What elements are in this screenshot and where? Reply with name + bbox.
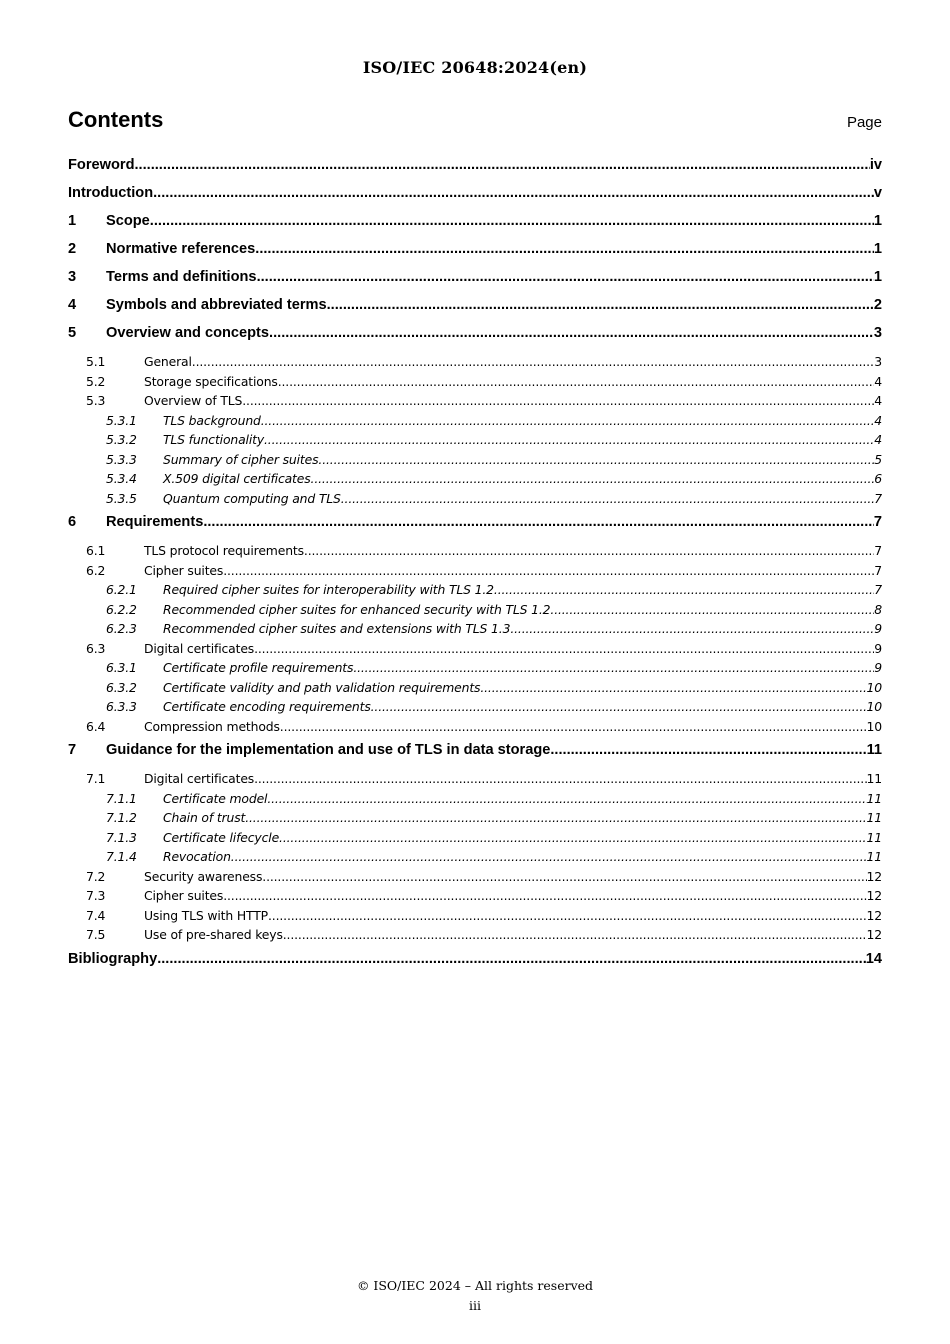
toc-entry-number: 1 [68,213,77,229]
dot-leader [264,430,874,450]
toc-entry-page: 4 [874,432,882,447]
dot-leader [510,619,874,639]
dot-leader [550,600,874,620]
toc-entry-page: 14 [865,950,882,967]
dot-leader [262,867,866,887]
toc-entry-title: TLS functionality [163,432,265,447]
toc-entry[interactable] [68,319,882,347]
toc-entry[interactable] [68,391,882,411]
toc-entry[interactable] [68,658,882,678]
toc-entry-title: TLS background [163,412,261,428]
toc-entry-number: 7.1 [86,771,106,786]
toc-entry-page: 10 [866,718,882,734]
toc-entry[interactable] [68,235,882,263]
toc-entry-title: Certificate lifecycle [163,829,280,845]
dot-leader [257,263,874,291]
toc-entry-number: 6.2.1 [106,582,137,597]
toc-entry[interactable] [68,179,882,207]
toc-entry-page: 11 [866,829,882,845]
toc-entry-page: 6 [874,471,882,486]
toc-entry-title: Digital certificates [144,640,255,656]
toc-entry-number: 7.5 [86,927,106,942]
toc-entry-number: 7 [68,742,77,758]
dot-leader [327,291,874,319]
toc-entry-page: 7 [874,582,882,597]
toc-entry-title: Certificate profile requirements [163,660,354,675]
toc-entry[interactable] [68,736,882,764]
toc-entry-page: 10 [866,699,882,714]
toc-entry-title: Certificate model [163,790,268,806]
toc-entry[interactable] [68,561,882,581]
dot-leader [371,697,867,717]
toc-entry[interactable] [68,717,882,737]
toc-entry[interactable] [68,580,882,600]
toc-entry-page: 1 [873,269,882,285]
toc-entry-number: 6.3.1 [106,660,137,675]
toc-entry-title: X.509 digital certificates [163,471,311,486]
toc-entry-page: 11 [866,742,882,758]
dot-leader [255,235,874,263]
toc-entry-number: 4 [68,297,77,313]
dot-leader [550,736,866,764]
toc-entry-number: 7.1.4 [106,849,137,864]
toc-entry-title: TLS protocol requirements [144,543,304,558]
toc-entry-page: 7 [873,514,882,530]
toc-entry[interactable] [68,808,882,828]
toc-entry-title: Recommended cipher suites for enhanced security with TLS 1.2 [163,601,551,617]
toc-entry-number: 6.3.3 [106,699,137,714]
dot-leader [157,945,866,973]
dot-leader [245,808,866,828]
toc-entry-page: 1 [873,213,882,229]
toc-entry-page: 12 [866,907,882,923]
toc-entry-title: Cipher suites [144,888,224,903]
toc-entry[interactable] [68,151,882,179]
toc-entry-page: 7 [874,490,882,506]
copyright-notice: © ISO/IEC 2024 – All rights reserved [356,1278,594,1293]
toc-entry[interactable] [68,508,882,536]
dot-leader [242,391,874,411]
toc-entry[interactable] [68,469,882,489]
toc-entry-title: Required cipher suites for interoperability with TLS 1.2 [163,582,494,597]
toc-entry-title: Normative references [106,241,256,257]
toc-entry-number: 5.3.5 [106,490,137,506]
toc-entry-page: 2 [873,297,882,313]
dot-leader [268,906,867,926]
toc-entry-number: 3 [68,269,77,285]
toc-entry[interactable] [68,945,882,973]
dot-leader [278,372,875,392]
toc-entry-title: Quantum computing and TLS [163,490,341,506]
toc-entry-number: 7.1.2 [106,810,137,825]
toc-entry-page: 11 [866,849,882,864]
toc-entry-page: 3 [873,325,882,341]
dot-leader [267,789,866,809]
dot-leader [318,450,874,470]
toc-entry[interactable] [68,430,882,450]
dot-leader [279,828,866,848]
toc-entry-number: 7.1.1 [106,790,137,806]
toc-entry[interactable] [68,207,882,235]
dot-leader [223,886,866,906]
dot-leader [480,678,866,698]
toc-entry-number: 5.3 [86,393,106,408]
toc-entry-page: 7 [874,543,882,558]
toc-entry-title: Digital certificates [144,771,255,786]
toc-entry[interactable] [68,619,882,639]
toc-entry-number: 7.2 [86,868,106,884]
toc-entry-page: 12 [866,927,882,942]
dot-leader [203,508,874,536]
dot-leader [283,925,867,945]
toc-entry-page: 12 [866,868,882,884]
toc-entry-page: 4 [874,412,882,428]
dot-leader [494,580,874,600]
toc-entry[interactable] [68,291,882,319]
toc-entry[interactable] [68,489,882,509]
toc-entry[interactable] [68,697,882,717]
toc-entry-title: Requirements [106,514,204,530]
toc-entry-number: 6.3 [86,640,106,656]
toc-entry-number: 2 [68,241,77,257]
toc-entry[interactable] [68,411,882,431]
toc-entry[interactable] [68,541,882,561]
dot-leader [231,847,867,867]
toc-entry-number: 6.2.3 [106,621,137,636]
dot-leader [353,658,874,678]
toc-entry-title: Chain of trust [163,810,246,825]
toc-entry[interactable] [68,886,882,906]
dot-leader [134,151,869,179]
toc-entry-page: 9 [874,660,882,675]
toc-entry[interactable] [68,789,882,809]
dot-leader [223,561,874,581]
dot-leader [269,319,874,347]
toc-entry-title: Compression methods [144,718,280,734]
toc-entry-page: 11 [866,790,882,806]
toc-entry-number: 7.4 [86,907,106,923]
dot-leader [311,469,875,489]
toc-entry[interactable] [68,263,882,291]
toc-entry-title: Bibliography [68,950,158,967]
toc-entry-page: 10 [866,679,882,695]
toc-entry-number: 5.1 [86,354,106,369]
toc-entry[interactable] [68,867,882,887]
toc-entry-title: Symbols and abbreviated terms [106,297,327,313]
toc-entry-number: 5.3.1 [106,412,137,428]
toc-entry-title: General [144,354,192,369]
toc-entry-number: 6.2 [86,562,106,578]
toc-entry[interactable] [68,769,882,789]
toc-entry-number: 5.3.4 [106,471,137,486]
toc-entry-title: Terms and definitions [106,269,257,285]
toc-entry-number: 6.4 [86,718,106,734]
toc-entry-number: 7.3 [86,888,106,903]
toc-entry-title: Summary of cipher suites [163,451,319,467]
page-number: iii [469,1298,481,1313]
toc-entry-title: Guidance for the implementation and use of TLS in data storage [106,742,551,758]
toc-entry[interactable] [68,639,882,659]
toc-entry-number: 5.2 [86,373,106,389]
toc-entry-title: Security awareness [144,868,263,884]
toc-entry[interactable] [68,352,882,372]
toc-entry-title: Revocation [163,849,231,864]
toc-entry-number: 5 [68,325,77,341]
dot-leader [150,207,874,235]
toc-entry-title: Overview and concepts [106,325,270,341]
dot-leader [254,769,866,789]
toc-entry-number: 6.1 [86,543,106,558]
toc-entry-title: Scope [106,213,150,229]
toc-entry-title: Use of pre-shared keys [144,927,283,942]
dot-leader [153,179,874,207]
toc-entry-number: 7.1.3 [106,829,137,845]
toc-entry-page: iv [869,157,882,173]
toc-entry-number: 5.3.2 [106,432,137,447]
toc-entry[interactable] [68,906,882,926]
page-column-label: Page [846,114,882,131]
document-header: ISO/IEC 20648:2024(en) [362,58,588,77]
toc-entry-title: Recommended cipher suites and extensions with TLS 1.3 [163,621,511,636]
toc-entry-title: Overview of TLS [144,393,243,408]
toc-entry[interactable] [68,925,882,945]
toc-entry-page: 11 [866,771,882,786]
toc-entry-number: 6 [68,514,77,530]
toc-entry-title: Introduction [68,185,154,201]
toc-entry-number: 6.2.2 [106,601,137,617]
toc-entry-title: Certificate validity and path validation requirements [163,679,481,695]
dot-leader [304,541,874,561]
toc-entry-page: v [873,185,882,201]
toc-entry-number: 5.3.3 [106,451,137,467]
dot-leader [341,489,875,509]
contents-title: Contents [68,107,164,132]
dot-leader [192,352,874,372]
toc-entry-page: 4 [874,373,882,389]
toc-entry-page: 9 [874,640,882,656]
toc-entry[interactable] [68,847,882,867]
toc-entry[interactable] [68,450,882,470]
dot-leader [254,639,874,659]
table-of-contents [68,151,882,973]
toc-entry-page: 8 [874,601,882,617]
toc-entry[interactable] [68,678,882,698]
toc-entry-title: Using TLS with HTTP [144,907,268,923]
toc-entry-page: 7 [874,562,882,578]
toc-entry-title: Cipher suites [144,562,224,578]
toc-entry-page: 11 [866,810,882,825]
toc-entry-page: 4 [874,393,882,408]
dot-leader [280,717,867,737]
toc-entry-title: Storage specifications [144,373,278,389]
toc-entry[interactable] [68,600,882,620]
toc-entry-title: Foreword [68,157,135,173]
toc-entry-page: 1 [873,241,882,257]
toc-entry[interactable] [68,828,882,848]
toc-entry-number: 6.3.2 [106,679,137,695]
toc-entry-page: 12 [866,888,882,903]
toc-entry[interactable] [68,372,882,392]
toc-entry-page: 9 [874,621,882,636]
dot-leader [261,411,875,431]
toc-entry-page: 3 [874,354,882,369]
toc-entry-title: Certificate encoding requirements [163,699,371,714]
toc-entry-page: 5 [874,451,882,467]
